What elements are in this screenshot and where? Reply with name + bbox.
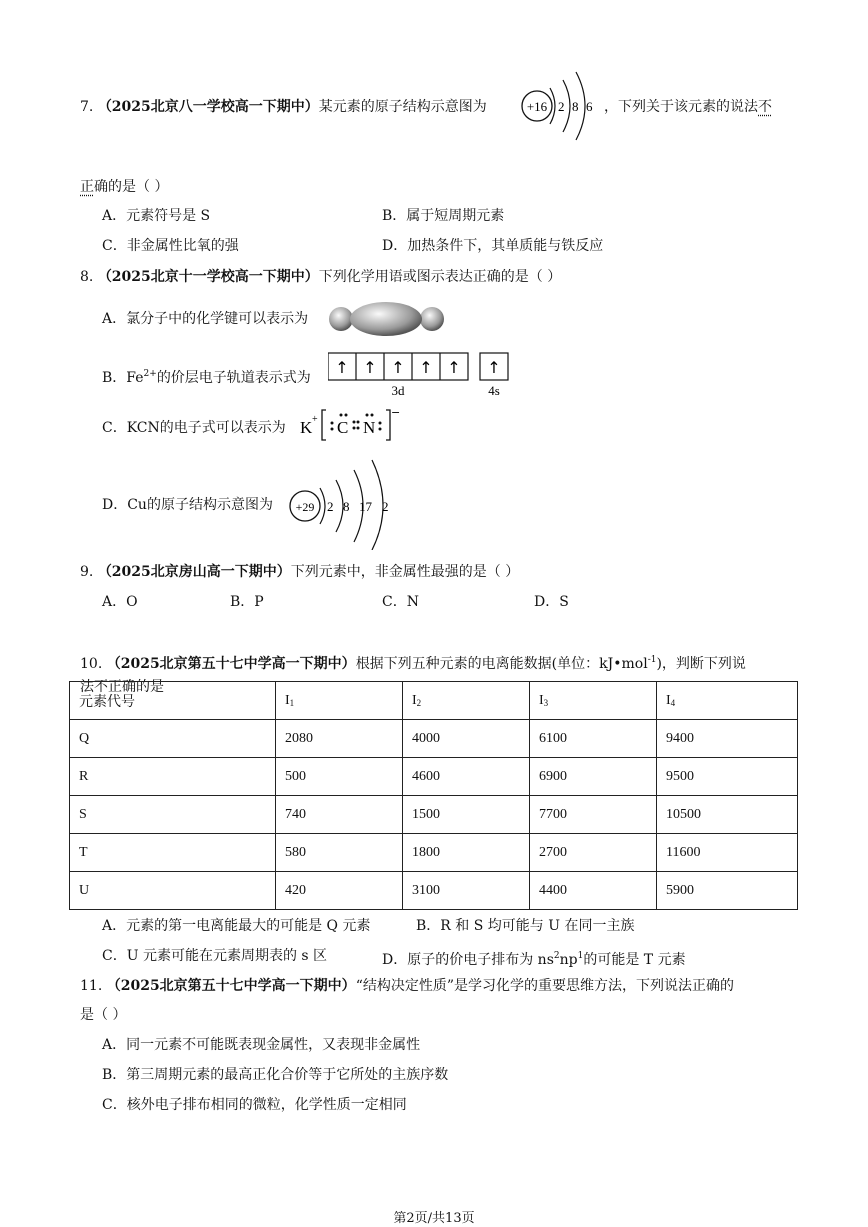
q8-d-atom-diagram — [288, 458, 398, 550]
table-cell: 5900 — [657, 872, 798, 910]
svg-text:+: + — [312, 414, 318, 425]
q8-b-arrow-6: ↑ — [487, 358, 501, 377]
q8-b-orbital-diagram — [328, 352, 512, 398]
table-cell: 4600 — [403, 758, 530, 796]
q7-shell-1: 2 — [558, 99, 565, 114]
table-cell: 1500 — [403, 796, 530, 834]
table-cell: 2700 — [530, 834, 657, 872]
q9-option-a: A．O — [102, 594, 138, 610]
svg-text:+29: +29 — [295, 500, 315, 514]
q7-stem: 7. （2025北京八一学校高一下期中）某元素的原子结构示意图为 — [80, 99, 487, 115]
q7-shell-2: 8 — [572, 99, 579, 114]
table-cell: 6900 — [530, 758, 657, 796]
table-cell: Q — [70, 720, 276, 758]
table-cell: 3100 — [403, 872, 530, 910]
svg-text:2: 2 — [382, 499, 389, 514]
table-header-cell: $I_3$ — [530, 682, 657, 720]
q10-option-a: A．元素的第一电离能最大的可能是 Q 元素 — [102, 918, 371, 934]
q8-option-d: D．Cu的原子结构示意图为 — [102, 497, 273, 513]
q10-option-b: B．R 和 S 均可能与 U 在同一主族 — [416, 918, 635, 934]
table-cell: 6100 — [530, 720, 657, 758]
table-header-row — [70, 682, 798, 720]
q7-nucleus-charge: +16 — [526, 99, 548, 114]
table-cell: 9400 — [657, 720, 798, 758]
q7-option-c: C．非金属性比氧的强 — [102, 238, 239, 254]
q9-stem: 9. （2025北京房山高一下期中）下列元素中，非金属性最强的是（ ） — [80, 564, 520, 580]
table-header-cell: $I_4$ — [657, 682, 798, 720]
table-cell: U — [70, 872, 276, 910]
table-cell: T — [70, 834, 276, 872]
table-header-cell: $I_2$ — [403, 682, 530, 720]
q11-stem: 11. （2025北京第五十七中学高一下期中）“结构决定性质”是学习化学的重要思维方法，下列说法正确的 — [80, 978, 735, 994]
svg-text:C: C — [337, 418, 349, 437]
q9-option-d: D．S — [534, 594, 569, 610]
q8-b-arrow-2: ↑ — [363, 358, 377, 377]
table-cell: 1800 — [403, 834, 530, 872]
table-row — [70, 758, 798, 796]
table-row — [70, 834, 798, 872]
q8-c-electron-formula — [300, 406, 404, 444]
svg-text:N: N — [363, 418, 376, 437]
q10-stem-line2: 法不正确的是 — [80, 679, 164, 695]
q7-stem-after: ，下列关于该元素的说法不 — [604, 99, 772, 115]
q7-stem-cont: 正确的是（ ） — [80, 179, 169, 195]
table-header-cell: $I_1$ — [276, 682, 403, 720]
svg-text:8: 8 — [343, 499, 350, 514]
table-row — [70, 796, 798, 834]
table-cell: 9500 — [657, 758, 798, 796]
table-cell: 420 — [276, 872, 403, 910]
table-cell: 500 — [276, 758, 403, 796]
table-row — [70, 720, 798, 758]
q7-shell-3: 6 — [586, 99, 593, 114]
q8-b-arrow-3: ↑ — [391, 358, 405, 377]
q10-option-d: D．原子的价电子排布为 $ns^2np^1$的可能是 T 元素 — [382, 951, 686, 968]
q8-option-c: C．KCN的电子式可以表示为 — [102, 420, 286, 436]
q10-stem: 10. （2025北京第五十七中学高一下期中）根据下列五种元素的电离能数据(单位：kJ•mol$^{-1}$)，判断下列说 — [80, 655, 746, 672]
table-cell: 580 — [276, 834, 403, 872]
q8-option-b: B．$Fe^{2+}$的价层电子轨道表示式为 — [102, 369, 311, 386]
table-cell: 740 — [276, 796, 403, 834]
table-cell: 11600 — [657, 834, 798, 872]
table-cell: 2080 — [276, 720, 403, 758]
svg-text:−: − — [391, 406, 401, 419]
table-cell: 7700 — [530, 796, 657, 834]
q7-atom-diagram — [520, 68, 602, 146]
q7-option-d: D．加热条件下，其单质能与铁反应 — [382, 238, 604, 254]
q9-option-b: B．P — [230, 594, 264, 610]
q8-b-arrow-4: ↑ — [419, 358, 433, 377]
svg-text:2: 2 — [327, 499, 334, 514]
q9-option-c: C．N — [382, 594, 419, 610]
q11-option-a: A．同一元素不可能既表现金属性，又表现非金属性 — [102, 1037, 421, 1053]
q11-stem-line2: 是（ ） — [80, 1007, 127, 1023]
table-cell: R — [70, 758, 276, 796]
table-cell: S — [70, 796, 276, 834]
q7-option-a: A．元素符号是 S — [102, 208, 211, 224]
table-cell: 4400 — [530, 872, 657, 910]
svg-text:K: K — [300, 418, 313, 437]
q8-stem: 8. （2025北京十一学校高一下期中）下列化学用语或图示表达正确的是（ ） — [80, 269, 562, 285]
table-header-cell: 元素代号 — [70, 682, 276, 720]
q10-option-c: C．U 元素可能在元素周期表的 s 区 — [102, 948, 328, 964]
table-row — [70, 872, 798, 910]
table-cell: 10500 — [657, 796, 798, 834]
q8-option-a: A．氯分子中的化学键可以表示为 — [102, 311, 309, 327]
q8-b-arrow-5: ↑ — [447, 358, 461, 377]
svg-text:17: 17 — [359, 499, 372, 514]
table-cell: 4000 — [403, 720, 530, 758]
q11-option-b: B．第三周期元素的最高正化合价等于它所处的主族序数 — [102, 1067, 449, 1083]
q8-b-label-3d: 3d — [391, 383, 405, 398]
q8-b-label-4s: 4s — [488, 383, 500, 398]
q8-b-arrow-1: ↑ — [335, 358, 349, 377]
ionization-table — [69, 681, 798, 910]
q7-option-b: B．属于短周期元素 — [382, 208, 505, 224]
q8-a-bond-image — [328, 300, 446, 338]
page-footer: 第2页/共13页 — [393, 1211, 475, 1226]
q11-option-c: C．核外电子排布相同的微粒，化学性质一定相同 — [102, 1097, 407, 1113]
